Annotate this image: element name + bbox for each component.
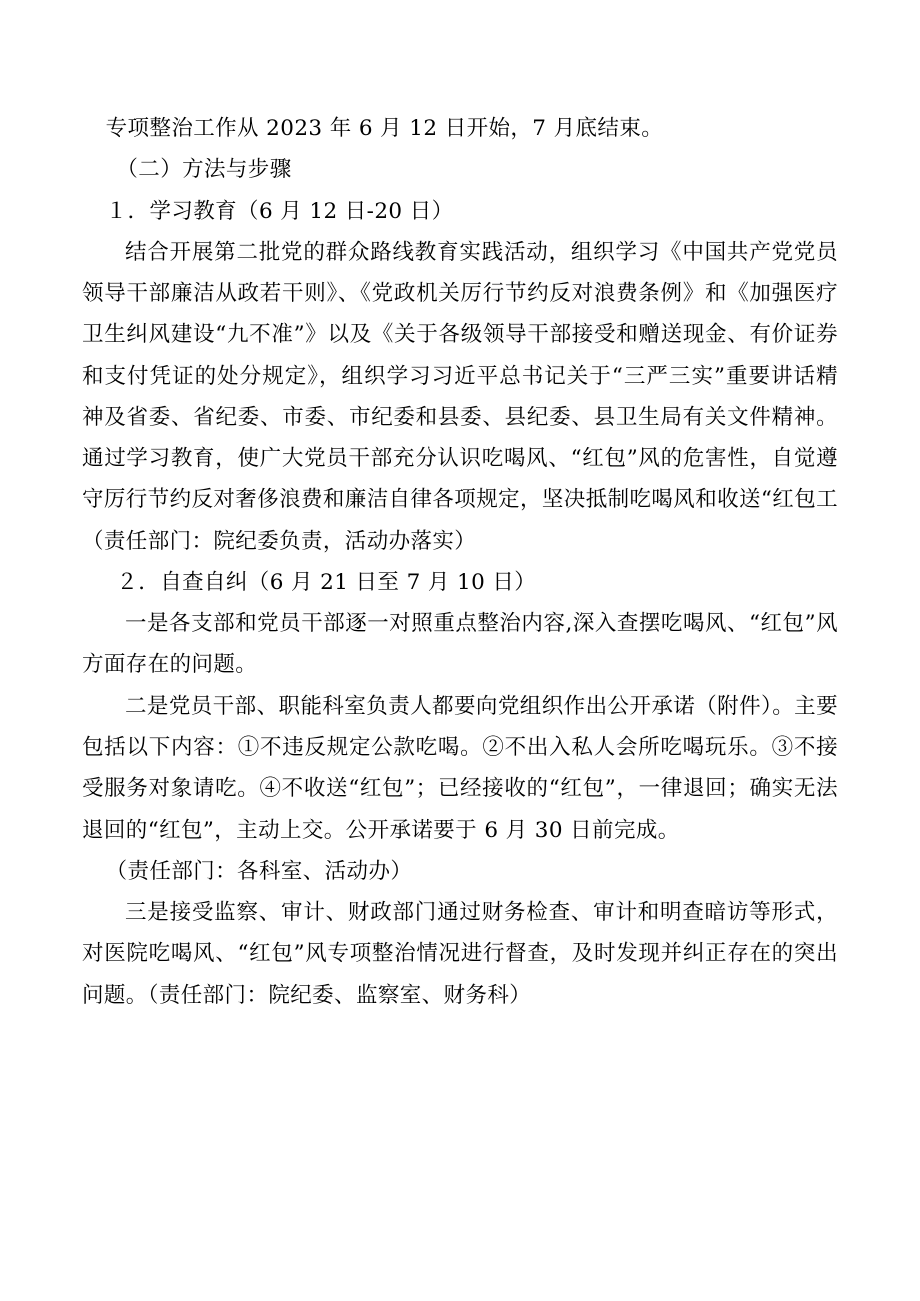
heading-step-1-study-education: １．学习教育（6 月 12 日-20 日） bbox=[105, 198, 454, 224]
paragraph-step-2-responsible-department: （责任部门：各科室、活动办） bbox=[105, 858, 413, 884]
paragraph-step-2-item-three: 三是接受监察、审计、财政部门通过财务检查、审计和明查暗访等形式，对医院吃喝风、“红包”风专项整治情况进行督查，及时发现并纠正存在的突出问题。（责任部门：院纪委、监察室、财务科） bbox=[82, 900, 838, 1008]
heading-step-2-self-inspection: ２．自查自纠（6 月 21 日至 7 月 10 日） bbox=[116, 569, 537, 595]
document-body bbox=[82, 108, 838, 1016]
paragraph-work-duration: 专项整治工作从 2023 年 6 月 12 日开始，7 月底结束。 bbox=[105, 116, 664, 141]
paragraph-step-2-item-two: 二是党员干部、职能科室负责人都要向党组织作出公开承诺（附件）。主要包括以下内容：①不违反规定公款吃喝。②不出入私人会所吃喝玩乐。③不接受服务对象请吃。④不收送“红包”；已经接收的“红包”，一律退回；确实无法退回的“红包”，主动上交。公开承诺要于 6 月 30 日前完成。 bbox=[82, 693, 838, 843]
paragraph-step-1-content: 结合开展第二批党的群众路线教育实践活动，组织学习《中国共产党党员领导干部廉洁从政若干则》、《党政机关厉行节约反对浪费条例》和《加强医疗卫生纠风建设“九不准”》以及《关于各级领导干部接受和赠送现金、有价证券和支付凭证的处分规定》，组织学习习近平总书记关于“三严三实”重要讲话精神及省委、省纪委、市委、市纪委和县委、县纪委、县卫生局有关文件精神。通过学习教育，使广大党员干部充分认识吃喝风、“红包”风的危害性，自觉遵守厉行节约反对奢侈浪费和廉洁自律各项规定，坚决抵制吃喝风和收送“红包工（责任部门：院纪委负责，活动办落实） bbox=[82, 239, 838, 554]
paragraph-step-2-item-one: 一是各支部和党员干部逐一对照重点整治内容,深入查摆吃喝风、“红包”风方面存在的问题。 bbox=[82, 611, 838, 678]
heading-method-and-steps: （二）方法与步骤 bbox=[116, 157, 292, 183]
